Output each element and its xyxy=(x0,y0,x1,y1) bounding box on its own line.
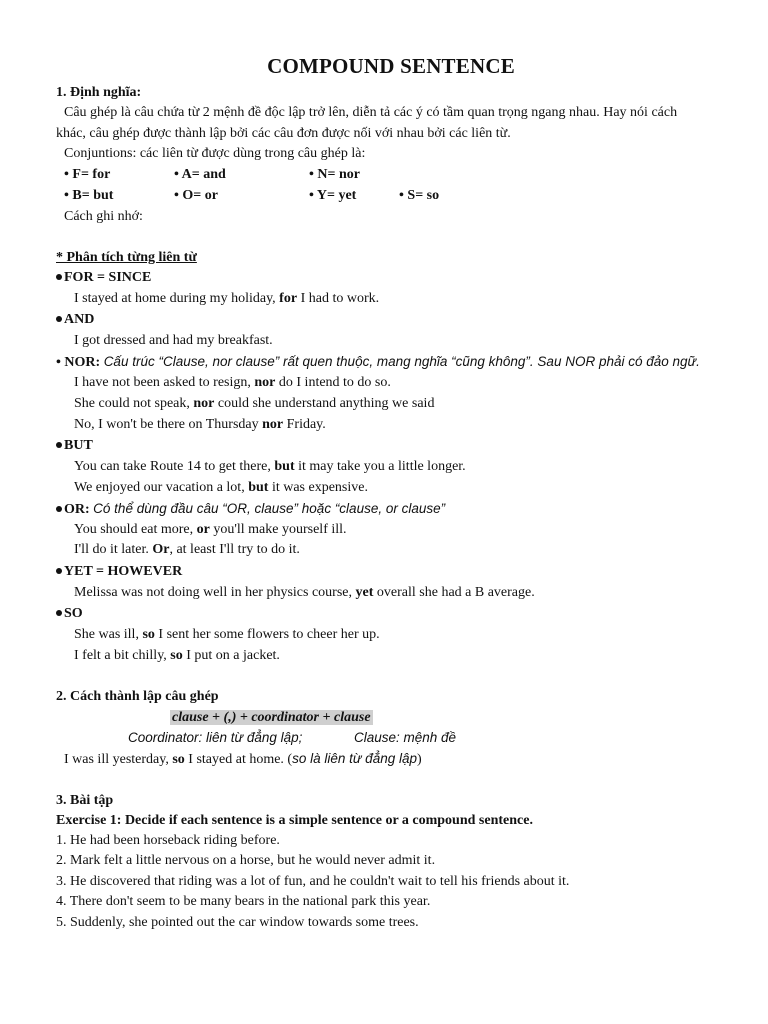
definition-line-1: Câu ghép là câu chứa từ 2 mệnh đề độc lập trở lên, diễn tả các ý có tầm quan trọng ngang nhau. Hay nói cách xyxy=(64,105,678,120)
so-example-1: She was ill, so I sent her some flowers to cheer her up. xyxy=(74,627,380,642)
and-heading: AND xyxy=(56,311,94,329)
definition-line-2: khác, câu ghép được thành lập bởi các câu đơn được nối với nhau bởi các liên từ. xyxy=(56,126,511,141)
for-heading: FOR = SINCE xyxy=(56,269,151,287)
page-title: COMPOUND SENTENCE xyxy=(267,54,515,78)
or-example-2: I'll do it later. Or, at least I'll try to do it. xyxy=(74,542,300,557)
conj-for: • F= for xyxy=(64,167,111,182)
analysis-heading: * Phân tích từng liên từ xyxy=(56,250,197,265)
bullet-icon xyxy=(56,506,62,512)
exercise-item-5: 5. Suddenly, she pointed out the car window towards some trees. xyxy=(56,915,419,930)
bullet-icon xyxy=(56,568,62,574)
so-example-2: I felt a bit chilly, so I put on a jacket. xyxy=(74,648,280,663)
nor-heading: • NOR: Cấu trúc “Clause, nor clause” rất quen thuộc, mang nghĩa “cũng không”. Sau NOR phải có đảo ngữ. xyxy=(56,354,700,370)
conj-so: • S= so xyxy=(399,188,440,203)
conj-and: • A= and xyxy=(174,167,226,182)
bullet-icon xyxy=(56,442,62,448)
gloss-coordinator: Coordinator: liên từ đẳng lập; xyxy=(128,730,303,745)
so-heading: SO xyxy=(56,605,83,623)
but-heading: BUT xyxy=(56,437,93,455)
yet-example-1: Melissa was not doing well in her physics course, yet overall she had a B average. xyxy=(74,585,535,600)
formula: clause + (,) + coordinator + clause xyxy=(172,710,371,725)
conj-or: • O= or xyxy=(174,188,218,203)
conjunctions-intro: Conjuntions: các liên từ được dùng trong câu ghép là: xyxy=(64,146,366,161)
but-example-2: We enjoyed our vacation a lot, but it was expensive. xyxy=(74,480,368,495)
nor-example-1: I have not been asked to resign, nor do I intend to do so. xyxy=(74,375,391,390)
and-example-1: I got dressed and had my breakfast. xyxy=(74,333,273,348)
bullet-icon xyxy=(56,610,62,616)
but-example-1: You can take Route 14 to get there, but it may take you a little longer. xyxy=(74,459,466,474)
section-3-heading: 3. Bài tập xyxy=(56,793,114,808)
conj-nor: • N= nor xyxy=(309,167,360,182)
mnemonic-label: Cách ghi nhớ: xyxy=(64,209,143,224)
exercise-item-3: 3. He discovered that riding was a lot of fun, and he couldn't wait to tell his friends about it. xyxy=(56,874,570,889)
exercise-item-2: 2. Mark felt a little nervous on a horse, but he would never admit it. xyxy=(56,853,436,868)
formation-example: I was ill yesterday, so I stayed at home. (so là liên từ đẳng lập) xyxy=(64,751,422,767)
exercise-1-title: Exercise 1: Decide if each sentence is a simple sentence or a compound sentence. xyxy=(56,813,533,828)
section-2-heading: 2. Cách thành lập câu ghép xyxy=(56,689,219,704)
section-1-heading: 1. Định nghĩa: xyxy=(56,85,142,100)
or-heading: OR: Có thể dùng đầu câu “OR, clause” hoặc “clause, or clause” xyxy=(56,500,445,519)
nor-example-3: No, I won't be there on Thursday nor Friday. xyxy=(74,417,326,432)
bullet-icon xyxy=(56,316,62,322)
exercise-item-1: 1. He had been horseback riding before. xyxy=(56,833,280,848)
yet-heading: YET = HOWEVER xyxy=(56,563,182,581)
for-example-1: I stayed at home during my holiday, for I had to work. xyxy=(74,291,380,306)
or-example-1: You should eat more, or you'll make yourself ill. xyxy=(74,522,347,537)
bullet-icon xyxy=(56,274,62,280)
conj-yet: • Y= yet xyxy=(309,188,357,203)
gloss-clause: Clause: mệnh đề xyxy=(354,730,457,745)
exercise-item-4: 4. There don't seem to be many bears in the national park this year. xyxy=(56,894,431,909)
nor-example-2: She could not speak, nor could she understand anything we said xyxy=(74,396,435,411)
conj-but: • B= but xyxy=(64,188,114,203)
